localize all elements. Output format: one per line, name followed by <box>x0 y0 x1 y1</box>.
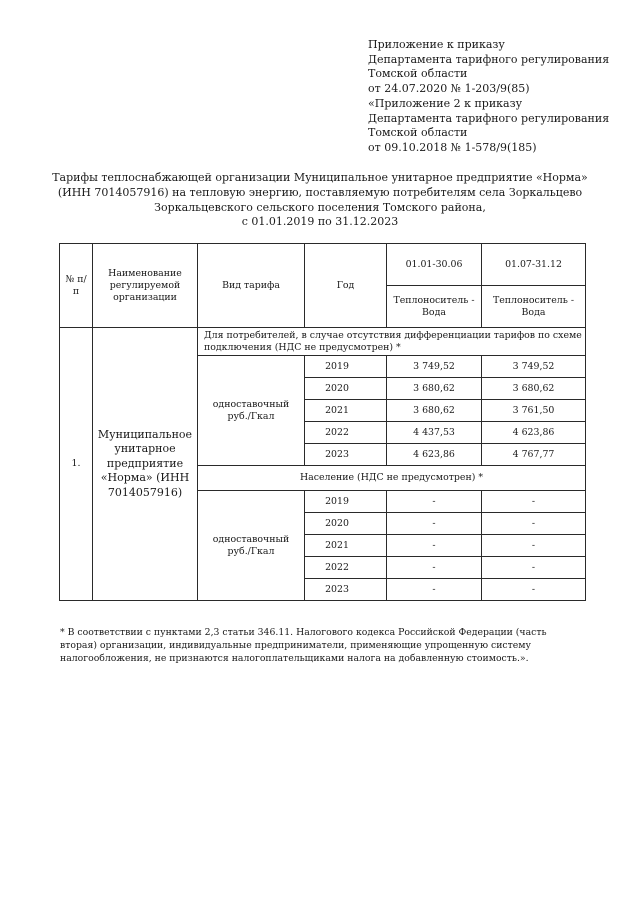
header-line: Департамента тарифного регулирования <box>368 111 610 125</box>
table-cell-value: 3 680,62 <box>387 400 482 422</box>
col-header-period2: 01.07-31.12 <box>482 244 586 286</box>
table-cell-year: 2023 <box>305 579 387 601</box>
header-line: Департамента тарифного регулирования <box>368 52 610 66</box>
section2-label: Население (НДС не предусмотрен) * <box>198 466 586 491</box>
table-cell-year: 2020 <box>305 378 387 400</box>
tariff-table <box>59 243 586 601</box>
col-header-tariff-type: Вид тарифа <box>198 244 305 328</box>
title-line: Тарифы теплоснабжающей организации Муниципальное унитарное предприятие «Норма» <box>52 171 588 184</box>
title-line: (ИНН 7014057916) на тепловую энергию, поставляемую потребителям села Зоркальцево <box>57 185 583 199</box>
section1-tariff-type: одноставочный руб./Гкал <box>198 356 305 466</box>
organization-name: Муниципальное унитарное предприятие «Норма» (ИНН 7014057916) <box>93 328 198 601</box>
table-cell-value: - <box>482 513 586 535</box>
table-cell-value: - <box>387 513 482 535</box>
col-header-period1: 01.01-30.06 <box>387 244 482 286</box>
header-line: от 09.10.2018 № 1-578/9(185) <box>368 140 537 154</box>
table-cell-value: - <box>482 557 586 579</box>
table-cell-value: 4 767,77 <box>482 444 586 466</box>
col-header-year: Год <box>305 244 387 328</box>
table-cell-value: 4 623,86 <box>387 444 482 466</box>
table-cell-value: - <box>387 579 482 601</box>
table-cell-value: - <box>387 557 482 579</box>
table-cell-year: 2019 <box>305 356 387 378</box>
header-line: Томской области <box>368 67 468 81</box>
table-cell-year: 2022 <box>305 422 387 444</box>
col-header-carrier1: Теплоноситель - Вода <box>387 286 482 328</box>
section1-label: Для потребителей, в случае отсутствия дифференциации тарифов по схеме подключения (НДС не предусмотрен) * <box>198 328 586 356</box>
table-cell-year: 2021 <box>305 400 387 422</box>
title-line: с 01.01.2019 по 31.12.2023 <box>241 215 399 229</box>
row-number: 1. <box>60 328 93 601</box>
table-cell-value: 3 761,50 <box>482 400 586 422</box>
table-cell-year: 2022 <box>305 557 387 579</box>
section2-tariff-type: одноставочный руб./Гкал <box>198 491 305 601</box>
footnote: * В соответствии с пунктами 2,3 статьи 346.11. Налогового кодекса Российской Федерации (часть вторая) организации, индивидуальные предприниматели, применяющие упрощенную систему налогообложения, не признаются налогоплательщиками налога на добавленную стоимость.». <box>60 627 547 665</box>
table-cell-value: - <box>482 535 586 557</box>
table-cell-year: 2021 <box>305 535 387 557</box>
header-line: от 24.07.2020 № 1-203/9(85) <box>368 82 530 96</box>
title-line: Зоркальцевского сельского поселения Томского района, <box>154 200 486 214</box>
order-header <box>368 38 630 156</box>
table-cell-value: - <box>387 535 482 557</box>
table-cell-year: 2020 <box>305 513 387 535</box>
col-header-org: Наименование регулируемой организации <box>93 244 198 328</box>
document-title <box>40 171 600 230</box>
table-cell-value: 3 680,62 <box>482 378 586 400</box>
table-cell-year: 2019 <box>305 491 387 513</box>
table-cell-value: - <box>482 579 586 601</box>
col-header-carrier2: Теплоноситель - Вода <box>482 286 586 328</box>
table-cell-value: 4 623,86 <box>482 422 586 444</box>
col-header-num: № п/п <box>60 244 93 328</box>
table-cell-year: 2023 <box>305 444 387 466</box>
header-line: Томской области <box>368 126 468 140</box>
table-cell-value: 3 749,52 <box>387 356 482 378</box>
header-line: «Приложение 2 к приказу <box>368 96 523 110</box>
table-cell-value: 4 437,53 <box>387 422 482 444</box>
table-cell-value: - <box>482 491 586 513</box>
table-cell-value: - <box>387 491 482 513</box>
header-line: Приложение к приказу <box>368 38 505 51</box>
table-cell-value: 3 680,62 <box>387 378 482 400</box>
table-cell-value: 3 749,52 <box>482 356 586 378</box>
